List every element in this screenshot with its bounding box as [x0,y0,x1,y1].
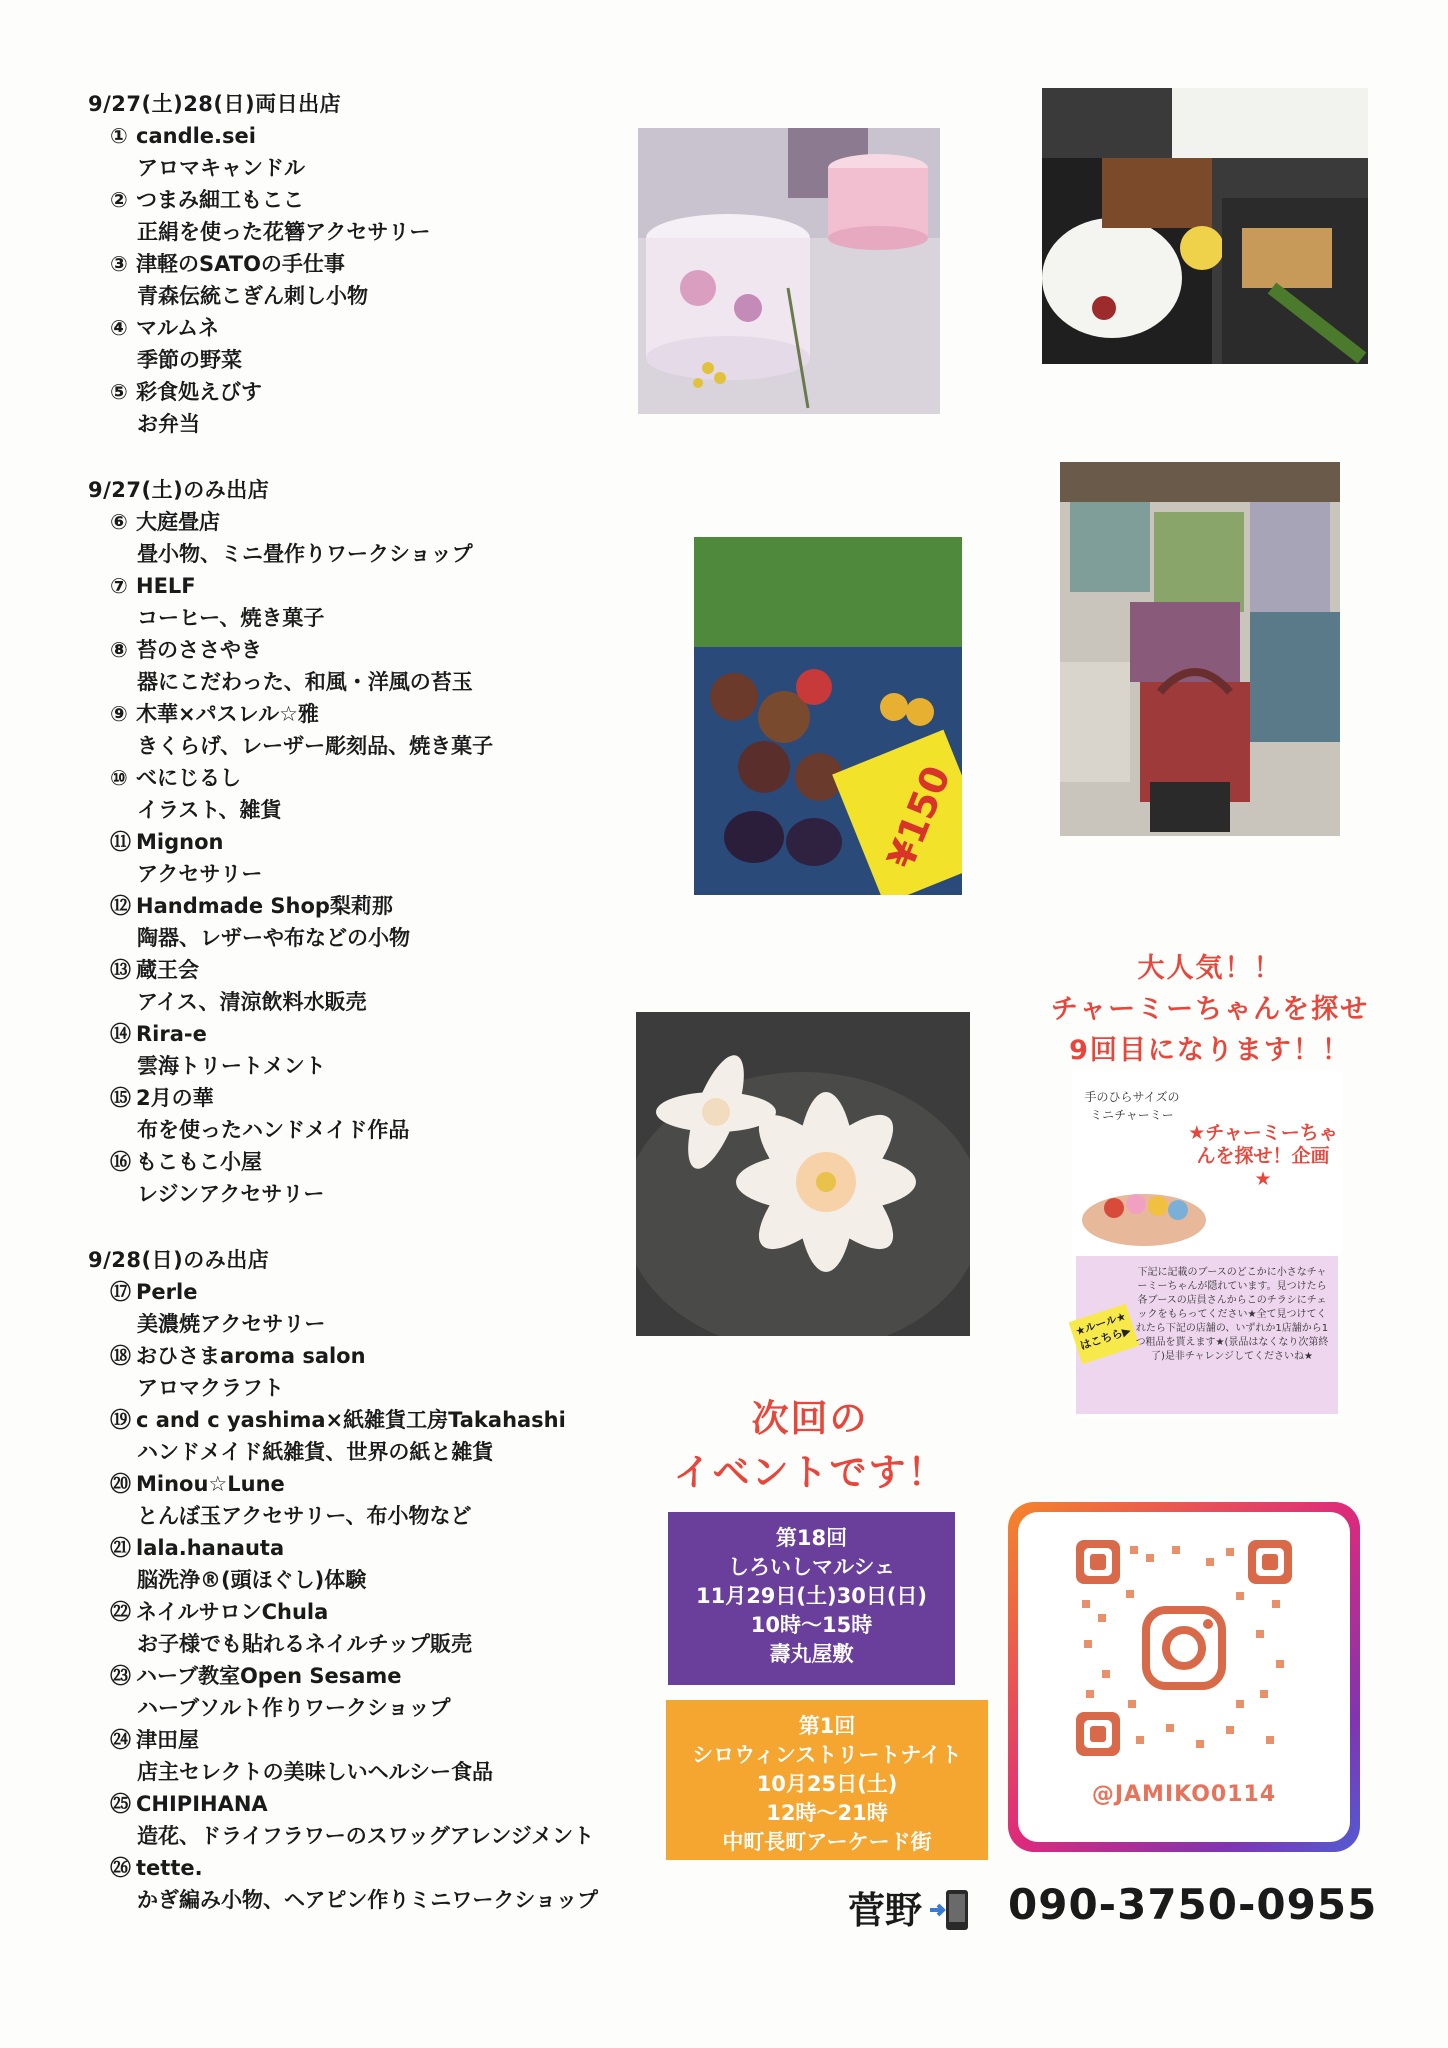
vendor-description: 陶器、レザーや布などの小物 [137,926,410,950]
item-number: ⑫ [110,894,131,918]
list-item [88,120,648,184]
next-event-title-line-1: 次回の [751,1397,869,1440]
vendor-description: 季節の野菜 [137,348,242,372]
section-heading: 9/28(日)のみ出店 [88,1248,270,1272]
vendor-name: c and c yashima×紙雑貨工房Takahashi [136,1408,566,1432]
item-number: ② [110,188,128,212]
vendor-name: Minou☆Lune [136,1472,285,1496]
instagram-card[interactable] [1008,1502,1360,1852]
item-number: ⑰ [110,1280,131,1304]
charmy-rules [1073,1256,1338,1414]
event-line: 10時〜15時 [750,1613,873,1637]
event-line: 中町長町アーケード街 [722,1830,932,1854]
item-number: ⑳ [110,1472,131,1496]
list-item [88,954,648,1018]
list-item [88,1082,648,1146]
event-line: 11月29日(土)30日(日) [695,1584,928,1608]
vendor-name: lala.hanauta [136,1536,285,1560]
list-item [88,698,648,762]
charmy-promo [1030,948,1390,1071]
list-item [88,826,648,890]
flower-photo [636,1012,970,1336]
vendor-description: 造花、ドライフラワーのスワッグアレンジメント [137,1824,595,1848]
vendor-name: tette. [136,1856,203,1880]
vendor-name: 大庭畳店 [136,510,220,534]
vendor-name: もこもこ小屋 [136,1150,262,1174]
promo-line-3: 9回目になります！！ [1069,1035,1351,1066]
vendor-description: アクセサリー [137,862,263,886]
event-marche-box [668,1512,955,1685]
promo-line-1: 大人気！！ [1137,953,1283,984]
charmy-figures-image [1074,1170,1214,1250]
list-item [88,570,648,634]
vendor-name: つまみ細工もここ [136,188,304,212]
section-heading: 9/27(土)のみ出店 [88,478,270,502]
event-line: 12時〜21時 [766,1801,888,1825]
vendor-name: マルムネ [136,316,220,340]
list-item [88,762,648,826]
vendor-description: コーヒー、焼き菓子 [137,606,325,630]
promo-line-2: チャーミーちゃんを探せ [1050,994,1370,1025]
list-item [88,1340,648,1404]
phone-icon [928,1888,972,1932]
qr-code[interactable] [1076,1540,1292,1756]
item-number: ⑨ [110,702,128,726]
item-number: ③ [110,252,128,276]
item-number: ㉑ [110,1536,131,1560]
list-item [88,1788,648,1852]
list-item [88,312,648,376]
item-number: ⑪ [110,830,131,854]
list-item [88,890,648,954]
vendor-description: 布を使ったハンドメイド作品 [137,1118,410,1142]
item-number: ① [110,124,128,148]
vendor-name: Mignon [136,830,224,854]
section-both-days [88,88,648,440]
event-street-night-box [666,1700,988,1860]
vendor-description: 正絹を使った花簪アクセサリー [137,220,431,244]
list-item [88,506,648,570]
vendor-name: 2月の華 [136,1086,214,1110]
vendor-list [88,88,648,1950]
list-item [88,1724,648,1788]
item-number: ⑥ [110,510,128,534]
vendor-description: 畳小物、ミニ畳作りワークショップ [137,542,473,566]
candle-photo [638,128,940,414]
vendor-description: アイス、清涼飲料水販売 [137,990,367,1014]
vendor-name: Perle [136,1280,198,1304]
vendor-name: 蔵王会 [136,958,199,982]
item-number: ㉖ [110,1856,131,1880]
vendor-name: おひさまaroma salon [136,1344,366,1368]
section-heading: 9/27(土)28(日)両日出店 [88,92,342,116]
item-number: ⑱ [110,1344,131,1368]
event-line: 第18回 [775,1526,848,1550]
item-number: ㉒ [110,1600,131,1624]
event-line: 10月25日(土) [756,1772,898,1796]
vendor-name: ハーブ教室Open Sesame [136,1664,402,1688]
vendor-description: きくらげ、レーザー彫刻品、焼き菓子 [137,734,494,758]
list-item [88,248,648,312]
list-item [88,1276,648,1340]
phone-number[interactable]: 090-3750-0955 [1008,1880,1378,1929]
vendor-name: ネイルサロンChula [136,1600,329,1624]
item-number: ④ [110,316,128,340]
list-item [88,376,648,440]
item-number: ⑬ [110,958,131,982]
vendor-description: ハーブソルト作りワークショップ [137,1696,451,1720]
vendor-name: 木華×パスレル☆雅 [136,702,319,726]
vendor-name: べにじるし [136,766,241,790]
vendor-description: アロマキャンドル [137,156,305,180]
item-number: ⑯ [110,1150,131,1174]
item-number: ⑩ [110,766,128,790]
vendor-description: 雲海トリートメント [137,1054,326,1078]
item-number: ⑧ [110,638,128,662]
list-item [88,1468,648,1532]
vendor-description: 店主セレクトの美味しいヘルシー食品 [137,1760,494,1784]
contact-name: 菅野 [848,1888,922,1932]
vendor-description: お子様でも貼れるネイルチップ販売 [137,1632,472,1656]
vendor-description: ハンドメイド紙雑貨、世界の紙と雑貨 [137,1440,494,1464]
vendor-name: Handmade Shop梨莉那 [136,894,393,918]
list-item [88,1852,648,1916]
vendor-description: 脳洗浄®(頭ほぐし)体験 [137,1568,367,1592]
vendor-name: 津田屋 [136,1728,199,1752]
vendor-name: Rira-e [136,1022,207,1046]
next-event-title-line-2: イベントです！ [673,1451,947,1494]
item-number: ⑮ [110,1086,131,1110]
vendor-description: 美濃焼アクセサリー [137,1312,326,1336]
item-number: ⑦ [110,574,128,598]
vendor-name: 津軽のSATOの手仕事 [136,252,345,276]
vendor-name: 彩食処えびす [136,380,262,404]
list-item [88,1146,648,1210]
price-label: ¥150 [878,759,960,875]
vendor-name: 苔のささやき [136,638,262,662]
item-number: ㉔ [110,1728,131,1752]
vendor-description: 青森伝統こぎん刺し小物 [137,284,368,308]
bags-photo [1060,462,1340,836]
vendor-name: candle.sei [136,124,256,148]
list-item [88,184,648,248]
vendor-description: レジンアクセサリー [137,1182,325,1206]
vendor-description: とんぼ玉アクセサリー、布小物など [137,1504,472,1528]
item-number: ⑲ [110,1408,131,1432]
list-item [88,1404,648,1468]
charmy-card [1072,1070,1342,1418]
list-item [88,1596,648,1660]
instagram-handle[interactable]: @JAMIKO0114 [1091,1782,1277,1807]
vendor-name: CHIPIHANA [136,1792,268,1816]
list-item [88,1660,648,1724]
vegetable-photo [694,537,962,895]
event-line: シロウィンストリートナイト [692,1743,962,1767]
event-line: 壽丸屋敷 [769,1642,854,1666]
rules-badge: ★ルール★はこちら▶ [1069,1304,1140,1364]
contact-info [848,1878,1378,1938]
section-sunday-only [88,1244,648,1916]
list-item [88,1532,648,1596]
item-number: ⑤ [110,380,128,404]
charmy-title: ★チャーミーちゃんを探せ！企画★ [1188,1122,1338,1190]
section-saturday-only [88,474,648,1210]
vendor-description: 器にこだわった、和風・洋風の苔玉 [137,670,473,694]
vendor-description: お弁当 [137,412,200,436]
list-item [88,634,648,698]
vendor-name: HELF [136,574,196,598]
item-number: ㉓ [110,1664,131,1688]
list-item [88,1018,648,1082]
event-line: しろいしマルシェ [727,1555,896,1579]
rules-text: 下記に記載のブースのどこかに小さなチャーミーちゃんが隠れています。見つけたら各ブースの店員さんからこのチラシにチェックをもらってください★全て見つけてくれたら下記の店舗の、いずれか1店舗から1つ粗品を貰えます★(景品はなくなり次第終了)是非チャレンジしてくださいね★ [1135,1267,1329,1362]
next-event-title [640,1392,980,1500]
vendor-description: アロマクラフト [137,1376,284,1400]
charmy-note: 手のひらサイズのミニチャーミー [1084,1090,1180,1122]
item-number: ㉕ [110,1792,131,1816]
vendor-description: イラスト、雑貨 [137,798,282,822]
event-line: 第1回 [798,1714,856,1738]
vendor-description: かぎ編み小物、ヘアピン作りミニワークショップ [137,1888,598,1912]
bento-photo [1042,88,1368,364]
item-number: ⑭ [110,1022,131,1046]
